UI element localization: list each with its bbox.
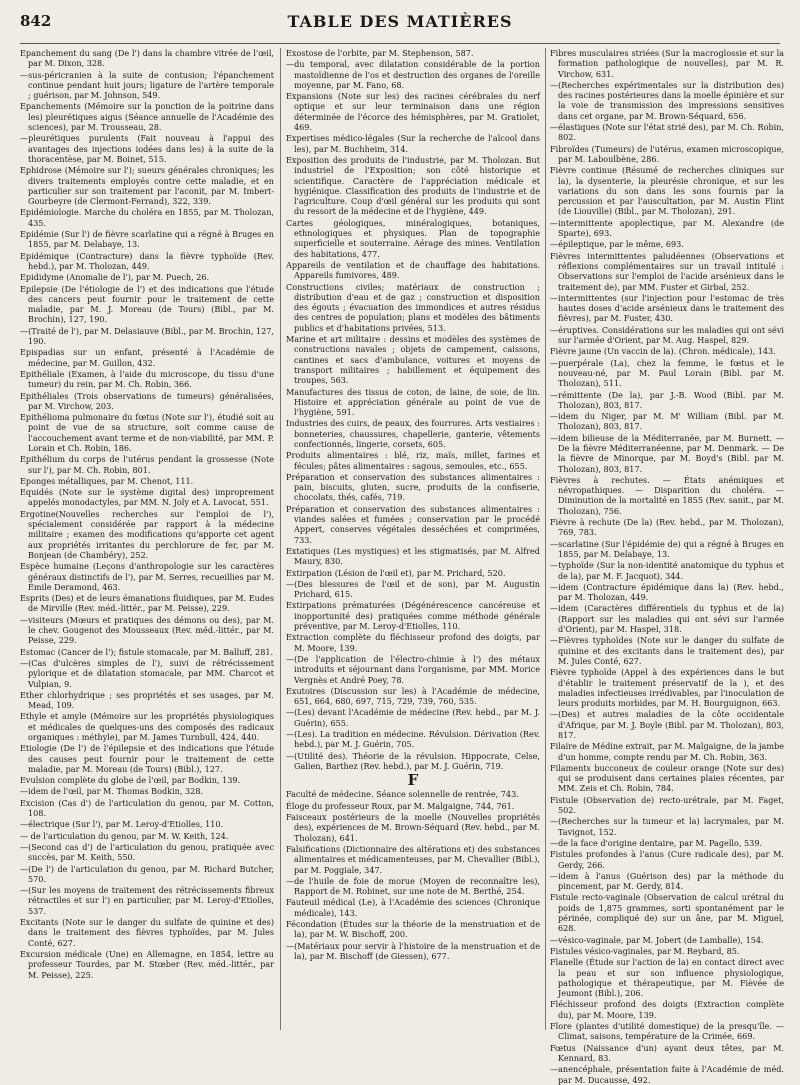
index-entry: Epidémiologie. Marche du choléra en 1855, par M. Tholozan, 435. — [20, 207, 274, 228]
index-entry: —intermittentes (sur l'injection pour l'estomac de très hautes doses d'acide arsénieux dans le traitement des fièvres), par M. Fuster, 430. — [550, 292, 784, 324]
index-entry: Industries des cuirs, de peaux, des fourrures. Arts vestiaires : bonneteries, chaussures, chapellerie, ganterie, vêtements confectionnés, lingerie, corsets, 605. — [286, 418, 540, 449]
index-entry: —intermittente apoplectique, par M. Alexandre (de Sparte), 693. — [550, 217, 784, 239]
index-entry: Ephidrose (Mémoire sur l'); sueurs générales chroniques; les divers traitements employés contre cette maladie, et en particulier sur son traitement par l'aconit, par M. Imbert-Gourbeyre (de Clermont-Ferrand), 322, 339. — [20, 165, 274, 207]
index-entry: —(Second cas d') de l'articulation du genou, pratiquée avec succès, par M. Keith, 550. — [20, 841, 274, 863]
index-column-middle — [286, 48, 540, 1030]
index-entry: Marine et art militaire : dessins et modèles des systèmes de constructions navales ; objets de campement, caissons, cantines et sacs d'ambulance, voitures et moyens de transport militaires ; habillement et équipement des troupes, 563. — [286, 334, 540, 386]
index-entry: Eponges métalliques, par M. Chenot, 111. — [20, 475, 194, 486]
index-column-left — [20, 48, 274, 1030]
index-entry: Epilepsie (De l'étiologie de l') et des indications que l'étude des cancers peut fournir pour le traitement de cette maladie, par M. J. Moreau (de Tours) (Bibl., par M. Brochin), 127, 190. — [20, 283, 274, 325]
index-entry: —Fièvres typhoïdes (Note sur le danger du sulfate de quinine et des excitants dans le traitement des), par M. Jules Conté, 627. — [550, 635, 784, 666]
column-divider — [545, 48, 546, 1030]
index-entry: Epithélium du corps de l'utérus pendant la grossesse (Note sur l'), par M. Ch. Robin, 801. — [20, 454, 274, 475]
index-entry: Epidémique (Contracture) dans la fièvre typhoïde (Rev. hebd.), par M. Tholozan, 449. — [20, 250, 274, 271]
index-entry: Flore (plantes d'utilité domestique) de la presqu'île. — Climat, saisons, température de la Crimée, 669. — [550, 1021, 784, 1042]
index-entry: Fièvre à rechute (De la) (Rev. hebd., par M. Tholozan), 769, 783. — [550, 517, 784, 538]
index-entry: —typhoïde (Sur la non-identité anatomique du typhus et de la), par M. F. Jacquot), 344. — [550, 560, 784, 581]
index-entry: —(Utilité des). Théorie de la révulsion. Hippocrate, Celse, Galien, Barthez (Rev. hebd.), par M. J. Guérin, 719. — [286, 750, 540, 771]
index-entry: —(Des blessures de l'œil et de son), par M. Augustin Prichard, 615. — [286, 578, 540, 600]
index-entry: Fièvre jaune (Un vaccin de la). (Chron. médicale), 143. — [550, 346, 776, 357]
index-entry: Evulsion complète du globe de l'œil, par Bodkin, 139. — [20, 775, 241, 786]
index-entry: —(De l'application de l'électro-chimie à l') des métaux introduits et séjournant dans l'organisme, par MM. Morice Vergnès et André Poey, 78. — [286, 653, 540, 685]
index-entry: Fléchisseur profond des doigts (Extraction complète du), par M. Moore, 139. — [550, 999, 784, 1020]
index-entry: —idem bilieuse de la Méditerranée, par M. Burnett. — De la fièvre Méditerranéenne, par M. Denmark. — De la fièvre de Minorque, par M. Boyd's (Bibl. par M. Tholozan), 803, 817. — [550, 432, 784, 474]
index-entry: Faisceaux postérieurs de la moelle (Nouvelles propriétés des), expériences de M. Brown-Séquard (Rev. hebd., par M. Tholozan), 641. — [286, 812, 540, 843]
index-entry: Préparation et conservation des substances alimentaires : viandes salées et fumées ; conservation par le procédé Appert, conserves végétales desséchées et comprimées, 733. — [286, 503, 540, 545]
index-entry: —scarlatine (Sur l'épidémie de) qui a régné à Bruges en 1855, par M. Delabaye, 13. — [550, 538, 784, 559]
page-title: TABLE DES MATIÈRES — [287, 12, 513, 31]
index-entry: —idem de l'œil, par M. Thomas Bodkin, 328. — [20, 786, 204, 797]
index-entry: Fibres musculaires striées (Sur la macroglossie et sur la formation pathologique de nouvelles), par M. R. Virchow, 631. — [550, 48, 784, 79]
index-entry: Etiologie (De l') de l'épilepsie et des indications que l'étude des causes peut fournir pour le traitement de cette maladie, par M. Moreau (de Tours) (Bibl.), 127. — [20, 743, 274, 774]
index-entry: —de la face d'origine dentaire, par M. Pagello, 539. — [550, 837, 763, 848]
index-entry: Expansions (Note sur les) des racines cérébrales du nerf optique et sur leur terminaison dans une région déterminée de l'écorce des hémisphères, par M. Gratiolet, 469. — [286, 91, 540, 133]
index-entry: —visiteurs (Mœurs et pratiques des démons ou des), par M. le chev. Gougenot des Mousseaux (Rev. méd.-littér., par M. Peisse, 229. — [20, 614, 274, 646]
index-entry: Exostose de l'orbite, par M. Stephenson, 587. — [286, 48, 474, 58]
index-entry: —idem (Contracture épidémique dans la) (Rev. hebd., par M. Tholozan, 449. — [550, 581, 784, 603]
page-number: 842 — [20, 12, 52, 30]
index-entry: Epithéliale (Examen, à l'aide du microscope, du tissu d'une tumeur) du rein, par M. Ch. Robin, 366. — [20, 368, 274, 390]
index-entry: Flanelle (Étude sur l'action de la) en contact direct avec la peau et sur son influence physiologique, pathologique et thérapeutique, par M. Fièvée de Jeumont (Bibl.), 206. — [550, 957, 784, 999]
index-entry: Extraction complète du fléchisseur profond des doigts, par M. Moore, 139. — [286, 632, 540, 653]
index-entry: Epithéliales (Trois observations de tumeurs) généralisées, par M. Virchow, 203. — [20, 390, 274, 411]
index-entry: —anencéphale, présentation faite à l'Académie de méd. par M. Ducausse, 492. — [550, 1064, 784, 1085]
index-entry: Cartes géologiques, minéralogiques, botaniques, ethnologiques et physiques. Plan de topographie superficielle et souterraine. Aérage des mines. Ventilation des habitations, 477. — [286, 217, 540, 259]
index-entry: —(Des) et autres maladies de la côte occidentale d'Afrique, par M. J. Boyle (Bibl. par M. Tholozan), 803, 817. — [550, 709, 784, 740]
index-entry: Epispadias sur un enfant, présenté à l'Académie de médecine, par M. Guillon, 432. — [20, 347, 274, 368]
index-entry: —du temporal, avec dilatation considérable de la portion mastoïdienne de l'os et destruction des organes de l'oreille moyenne, par M. Fano, 68. — [286, 59, 540, 90]
index-entry: Filaire de Médine extrait, par M. Malgaigne, de la jambe d'un homme, compte rendu par M. Ch. Robin, 363. — [550, 741, 784, 762]
index-entry: Ether chlorhydrique ; ses propriétés et ses usages, par M. Mead, 109. — [20, 689, 274, 711]
index-entry: Fœtus (Naissance d'un) ayant deux têtes, par M. Kennard, 83. — [550, 1042, 784, 1063]
index-entry: —éruptives. Considérations sur les maladies qui ont sévi sur l'armée d'Orient, par M. Aug. Haspel, 829. — [550, 324, 784, 346]
header-rule — [20, 43, 780, 44]
index-entry: Expertises médico-légales (Sur la recherche de l'alcool dans les), par M. Buchheim, 314. — [286, 133, 540, 154]
index-entry: Fistules vésico-vaginales, par M. Reybard, 85. — [550, 945, 740, 956]
index-entry: Falsifications (Dictionnaire des altérations et) des substances alimentaires et médicamenteuses, par M. Chevallier (Bibl.), par M. Poggiale, 347. — [286, 843, 540, 875]
index-entry: Equidés (Note sur le système digital des) improprement appelés monodactyles, par MM. N. Joly et A. Lavocat, 551. — [20, 487, 274, 508]
index-entry: —(Les) devant l'Académie de médecine (Rev. hebd., par M. J. Guérin), 655. — [286, 707, 540, 728]
index-entry: —(Sur les moyens de traitement des rétrécissements fibreux rétractiles et sur l') en particulier, par M. Leroy-d'Etiolles, 537. — [20, 885, 274, 916]
index-entry: —idem (Caractères différentiels du typhus et de la) (Rapport sur les maladies qui ont sévi sur l'armée d'Orient), par M. Haspel, 318. — [550, 603, 784, 635]
index-entry: Fibroïdes (Tumeurs) de l'utérus, examen microscopique, par M. Laboulbène, 286. — [550, 143, 784, 164]
index-entry: Produits alimentaires : blé, riz, maïs, millet, farines et fécules; pâtes alimentaires : sagous, semoules, etc., 655. — [286, 450, 540, 471]
index-entry: Epanchement du sang (De l') dans la chambre vitrée de l'œil, par M. Dixon, 328. — [20, 48, 274, 69]
index-entry: Faculté de médecine. Séance solennelle de rentrée, 743. — [286, 789, 519, 800]
index-entry: — de l'articulation du genou, par M. W. Keith, 124. — [20, 830, 229, 841]
index-entry: —(De l') de l'articulation du genou, par M. Richard Butcher, 570. — [20, 863, 274, 884]
index-entry: —idem à l'anus (Guérison des) par la méthode du pincement, par M. Gerdy, 814. — [550, 870, 784, 892]
index-entry: —(Cas d'ulcères simples de l'), suivi de rétrécissement pylorique et de dilatation stomacale, par MM. Charcot et Vulpian, 9. — [20, 657, 274, 689]
index-entry: —élastiques (Note sur l'état strié des), par M. Ch. Robin, 802. — [550, 122, 784, 143]
index-entry: Ethyle et amyle (Mémoire sur les propriétés physiologiques et médicales de quelques-uns des composés des radicaux organiques : méthyle), par M. James Turnbull, 424, 440. — [20, 711, 274, 742]
page-header — [0, 12, 800, 42]
index-entry: Fièvre continue (Résumé de recherches cliniques sur la), la dysenterie, la pleurésie chronique, et sur les variations du son dans les sons fournis par la percussion et par l'auscultation, par M. Austin Flint (de Liouville) (Bibl., par M. Tholozan), 291. — [550, 165, 784, 217]
column-divider — [280, 48, 281, 1030]
index-entry: —(Recherches expérimentales sur la distribution des) des racines postérieures dans la moelle épinière et sur la voie de transmission des impressions sensitives dans cet organe, par M. Brown-Séquard, 656. — [550, 79, 784, 121]
index-entry: Constructions civiles; matériaux de construction ; distribution d'eau et de gaz ; construction et disposition des égouts ; évacuation des immondices et autres résidus des centres de population; plans et modèles des bâtiments publics et d'habitations privées, 513. — [286, 281, 540, 333]
index-entry: Esprits (Des) et de leurs émanations fluidiques, par M. Eudes de Mirville (Rev. méd.-littér., par M. Peisse), 229. — [20, 593, 274, 614]
index-entry: Excursion médicale (Une) en Allemagne, en 1854, lettre au professeur Tourdes, par M. Stœber (Rev. méd.-littér., par M. Peisse), 225. — [20, 948, 274, 980]
index-entry: —sus-péricranien à la suite de contusion; l'épanchement continue pendant huit jours; ligature de l'artère temporale ; guérison, par M. Johnson, 549. — [20, 69, 274, 101]
index-entry: Epanchements (Mémoire sur la ponction de la poitrine dans les) pleurétiques aigus (Séance annuelle de l'Académie des sciences), par M. Trousseau, 28. — [20, 101, 274, 133]
index-entry: —puerpérale (La), chez la femme, le fœtus et le nouveau-né, par M. Paul Lorain (Bibl. par M. Tholozan), 511. — [550, 357, 784, 389]
section-letter: F — [407, 771, 419, 790]
index-entry: Excision (Cas d') de l'articulation du genou, par M. Cotton, 108. — [20, 797, 274, 819]
index-entry: Fécondation (Études sur la théorie de la menstruation et de la), par M. W. Bischoff, 200. — [286, 919, 540, 940]
index-entry: —de l'huile de foie de morue (Moyen de reconnaître les), Rapport de M. Robinet, sur une note de M. Berthé, 254. — [286, 875, 540, 897]
index-entry: Extatiques (Les mystiques) et les stigmatisés, par M. Alfred Maury, 830. — [286, 545, 540, 567]
index-entry: Epidémie (Sur l') de fièvre scarlatine qui a régné à Bruges en 1855, par M. Delabaye, 13. — [20, 229, 274, 250]
index-entry: —(Traité de l'), par M. Delasiauve (Bibl., par M. Brochin, 127, 190. — [20, 325, 274, 347]
index-entry: Fistule (Observation de) recto-urétrale, par M. Faget, 502. — [550, 794, 784, 816]
index-entry: Fièvres à rechutes. — États anémiques et névropathiques. — Disparition du choléra. — Diminution de la mortalité en 1855 (Rev. sanit., par M. Tholozan), 756. — [550, 474, 784, 516]
index-entry: Ergotine(Nouvelles recherches sur l'emploi de l'), spécialement considérée par rapport à la médecine militaire ; examen des modifications qu'apporte cet agent aux propriétés irritantes du perchlorure de fer, par M. Bonjean (de Chambéry), 252. — [20, 508, 274, 560]
index-entry: Filaments bucconeux de couleur orange (Note sur des) qui se produisent dans certaines plaies récentes, par MM. Zeis et Ch. Robin, 784. — [550, 762, 784, 794]
index-entry: Exposition des produits de l'industrie, par M. Tholozan. But industriel de l'Exposition; son côté historique et scientifique. Caractère de l'appréciation médicale et hygiénique. Classification des produits de l'industrie et de l'agriculture. Coup d'œil général sur les produits qui sont du ressort de la médecine et de l'hygiène, 449. — [286, 154, 540, 217]
index-entry: Espèce humaine (Leçons d'anthropologie sur les caractères généraux distinctifs de l'), par M. Serres, recueillies par M. Émile Deramond, 463. — [20, 561, 274, 592]
index-entry: —épileptique, par le même, 693. — [550, 239, 684, 250]
index-entry: —pleurétiques purulents (Fait nouveau à l'appui des avantages des injections iodées dans les) à la suite de la thoracentèse, par M. Boinet, 515. — [20, 133, 274, 164]
index-entry: Exutoires (Discussion sur les) à l'Académie de médecine, 651, 664, 680, 697, 715, 729, 739, 760, 535. — [286, 685, 540, 707]
index-entry: —(Matériaux pour servir à l'histoire de la menstruation et de la), par M. Bischoff (de Giessen), 677. — [286, 940, 540, 961]
index-entry: Extirpation (Lésion de l'œil et), par M. Prichard, 520. — [286, 567, 506, 578]
index-entry: Préparation et conservation des substances alimentaires : pain, biscuits, gluten, sucre, produits de la confiserie, chocolats, thés, cafés, 719. — [286, 471, 540, 503]
index-entry: —(Les). La tradition en médecine. Révulsion. Dérivation (Rev. hebd.), par M. J. Guérin, 705. — [286, 729, 540, 750]
index-entry: Fièvres intermittentes paludéennes (Observations et réflexions complémentaires sur un travail intitulé : Observations sur l'emploi de l'acide arsénieux dans le traitement de), par MM. Fuster et Girbal, 252. — [550, 250, 784, 292]
index-entry: Estomac (Cancer de l'); fistule stomacale, par M. Balluff, 281. — [20, 646, 274, 657]
index-entry: —idem du Niger, par M. M' William (Bibl. par M. Tholozan), 803, 817. — [550, 411, 784, 432]
index-entry: Fauteuil médical (Le), à l'Académie des sciences (Chronique médicale), 143. — [286, 897, 540, 918]
index-entry: Éloge du professeur Roux, par M. Malgaigne, 744, 761. — [286, 800, 515, 811]
index-entry: —vésico-vaginale, par M. Jobert (de Lamballe), 154. — [550, 934, 764, 945]
index-entry: Extirpations prématurées (Dégénérescence cancéreuse et inopportunité des) pratiquées comme méthode générale préventive, par M. Leroy-d'Etiolles, 110. — [286, 600, 540, 632]
index-entry: —électrique (Sur l'), par M. Leroy-d'Etiolles, 110. — [20, 819, 224, 830]
index-entry: Epididyme (Anomalie de l'), par M. Puech, 26. — [20, 272, 210, 283]
index-entry: Excitants (Note sur le danger du sulfate de quinine et des) dans le traitement des fièvres typhoïdes, par M. Jules Conté, 627. — [20, 917, 274, 948]
index-entry: —(Recherches sur la tumeur et la) lacrymales, par M. Tavignot, 152. — [550, 816, 784, 837]
index-entry: Fièvre typhoïde (Appel à des expériences dans le but d'établir le traitement préservatif de la ), et des maladies infectieuses irrédivables, par l'inoculation de leurs produits morbides, par M. H. Bourguignon, 663. — [550, 667, 784, 709]
index-column-right — [550, 48, 784, 1085]
index-entry: Appareils de ventilation et de chauffage des habitations. Appareils fumivores, 489. — [286, 259, 540, 281]
index-entry: Manufactures des tissus de coton, de laine, de soie, de lin. Histoire et appréciation générale au point de vue de l'hygiène, 591. — [286, 386, 540, 418]
index-entry: Fistule recto-vaginale (Observation de calcul urétral du poids de 1,875 grammes, sorti spontanément par le périnée, compliqué de) sur un âne, par M. Miguel, 628. — [550, 892, 784, 934]
index-entry: Epithélioma pulmonaire du fœtus (Note sur l'), étudié soit au point de vue de sa structure, soit comme cause de l'accouchement avant terme et de non-viabilité, par MM. P. Lorain et Ch. Robin, 186. — [20, 412, 274, 453]
index-entry: —rémittente (De la), par J.-B. Wood (Bibl. par M. Tholozan), 803, 817. — [550, 389, 784, 410]
index-entry: Fistules profondes à l'anus (Cure radicale des), par M. Gerdy, 266. — [550, 849, 784, 870]
